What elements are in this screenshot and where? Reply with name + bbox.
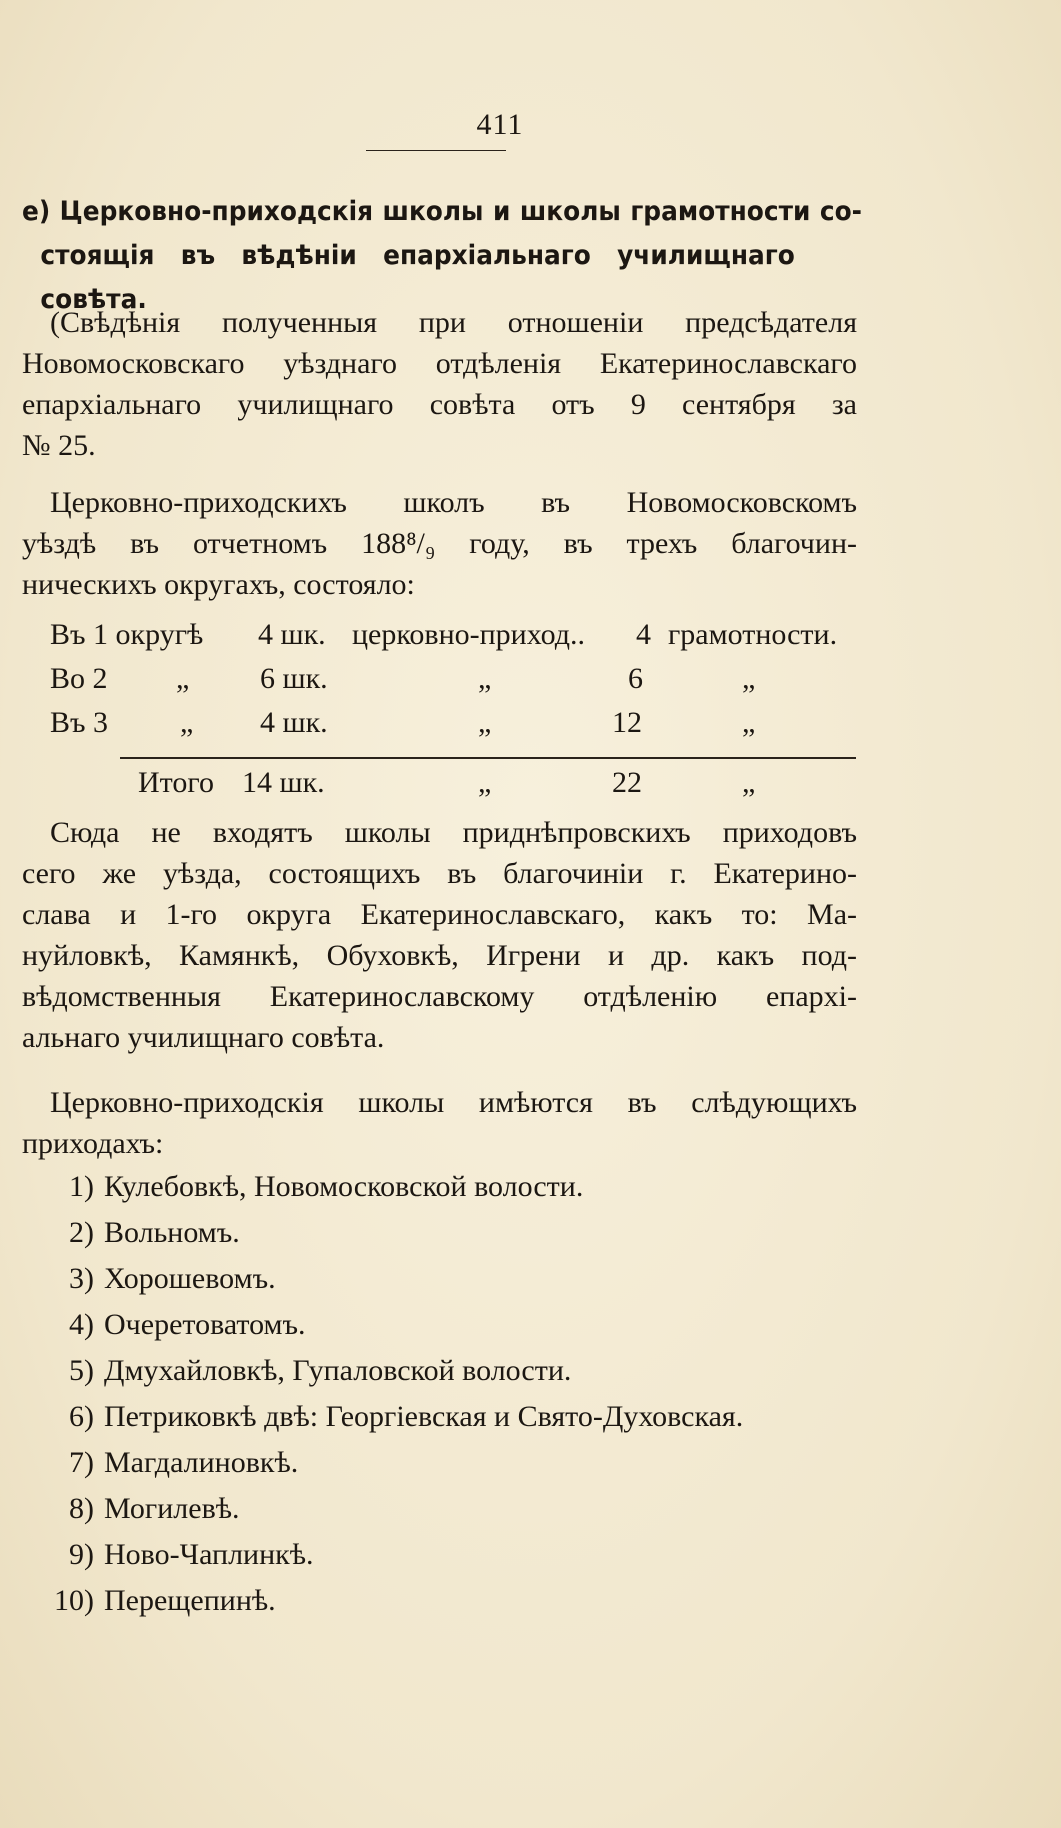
summary-line: ническихъ округахъ, состояло: (22, 568, 415, 601)
list-item-number: 4) (69, 1308, 94, 1341)
list-item-number: 6) (69, 1400, 94, 1433)
church-count: 4 шк. (258, 618, 326, 651)
ditto-mark: „ (180, 706, 194, 739)
exclusion-line: слава и 1-го округа Екатеринославскаго, какъ то: Ма- (22, 898, 857, 931)
list-item-number: 1) (69, 1170, 94, 1203)
list-item-text: Хорошевомъ. (104, 1262, 276, 1295)
literacy-count: 12 (612, 706, 642, 739)
list-item-text: Вольномъ. (104, 1216, 240, 1249)
total-church-label: „ (478, 766, 492, 799)
literacy-label: „ (742, 706, 756, 739)
exclusion-line: альнаго училищнаго совѣта. (22, 1021, 385, 1054)
literacy-label: „ (742, 662, 756, 695)
list-item-number: 5) (69, 1354, 94, 1387)
parishes-line: Церковно-приходскія школы имѣются въ слѣдующихъ (50, 1086, 857, 1119)
intro-line: епархіальнаго училищнаго совѣта отъ 9 сентября за (22, 388, 857, 421)
row-label: Въ 3 (50, 706, 109, 739)
list-item-text: Могилевѣ. (104, 1492, 240, 1525)
church-label: „ (478, 706, 492, 739)
page-number: 411 (476, 108, 524, 141)
exclusion-line: вѣдомственныя Екатеринославскому отдѣленію епархі- (22, 980, 857, 1013)
summary-line: уѣздѣ въ отчетномъ 188⁸/₉ году, въ трехъ благочин- (22, 527, 857, 560)
parishes-paragraph (22, 1082, 857, 1164)
total-church-count: 14 шк. (242, 766, 325, 799)
exclusion-paragraph (22, 812, 857, 1058)
church-label: „ (478, 662, 492, 695)
list-item-text: Петриковкѣ двѣ: Георгіевская и Свято-Духовская. (104, 1400, 744, 1433)
list-item-number: 10) (54, 1584, 94, 1617)
heading-line-1: е) Церковно-приходскія школы и школы грамотности со- (22, 196, 862, 227)
intro-line: Новомосковскаго уѣзднаго отдѣленія Екатеринославскаго (22, 347, 857, 380)
list-item-text: Очеретоватомъ. (104, 1308, 306, 1341)
church-count: 6 шк. (260, 662, 328, 695)
ditto-mark: „ (176, 662, 190, 695)
list-item-number: 9) (69, 1538, 94, 1571)
exclusion-line: сего же уѣзда, состоящихъ въ благочиніи г. Екатерино- (22, 857, 857, 890)
total-label: Итого (138, 766, 214, 799)
list-item-number: 8) (69, 1492, 94, 1525)
list-item-number: 3) (69, 1262, 94, 1295)
total-literacy-label: „ (742, 766, 756, 799)
list-item-text: Магдалиновкѣ. (104, 1446, 299, 1479)
exclusion-line: нуйловкѣ, Камянкѣ, Обуховкѣ, Игрени и др. какъ под- (22, 939, 857, 972)
list-item-text: Кулебовкѣ, Новомосковской волости. (104, 1170, 584, 1203)
intro-line: № 25. (22, 429, 96, 462)
intro-paragraph (22, 302, 857, 466)
total-literacy-count: 22 (612, 766, 642, 799)
total-rule (120, 757, 856, 759)
church-count: 4 шк. (260, 706, 328, 739)
exclusion-line: Сюда не входятъ школы приднѣпровскихъ приходовъ (50, 816, 857, 849)
intro-line: (Свѣдѣнія полученныя при отношеніи предсѣдателя (50, 306, 857, 339)
list-item-text: Дмухайловкѣ, Гупаловской волости. (104, 1354, 572, 1387)
list-item-number: 7) (69, 1446, 94, 1479)
church-label: церковно-приход.. (352, 618, 585, 651)
literacy-count: 6 (628, 662, 643, 695)
summary-line: Церковно-приходскихъ школъ въ Новомосковскомъ (50, 486, 857, 519)
heading-line-2: стоящія въ вѣдѣніи епархіальнаго училищнаго совѣта. (40, 240, 795, 315)
list-item-text: Перещепинѣ. (104, 1584, 276, 1617)
list-item-number: 2) (69, 1216, 94, 1249)
list-item-text: Ново-Чаплинкѣ. (104, 1538, 314, 1571)
parishes-line: приходахъ: (22, 1127, 164, 1160)
row-label: Во 2 (50, 662, 108, 695)
literacy-label: грамотности. (668, 618, 838, 651)
row-label: Въ 1 округѣ (50, 618, 204, 651)
literacy-count: 4 (636, 618, 651, 651)
header-rule (366, 150, 506, 151)
summary-paragraph (22, 482, 857, 605)
